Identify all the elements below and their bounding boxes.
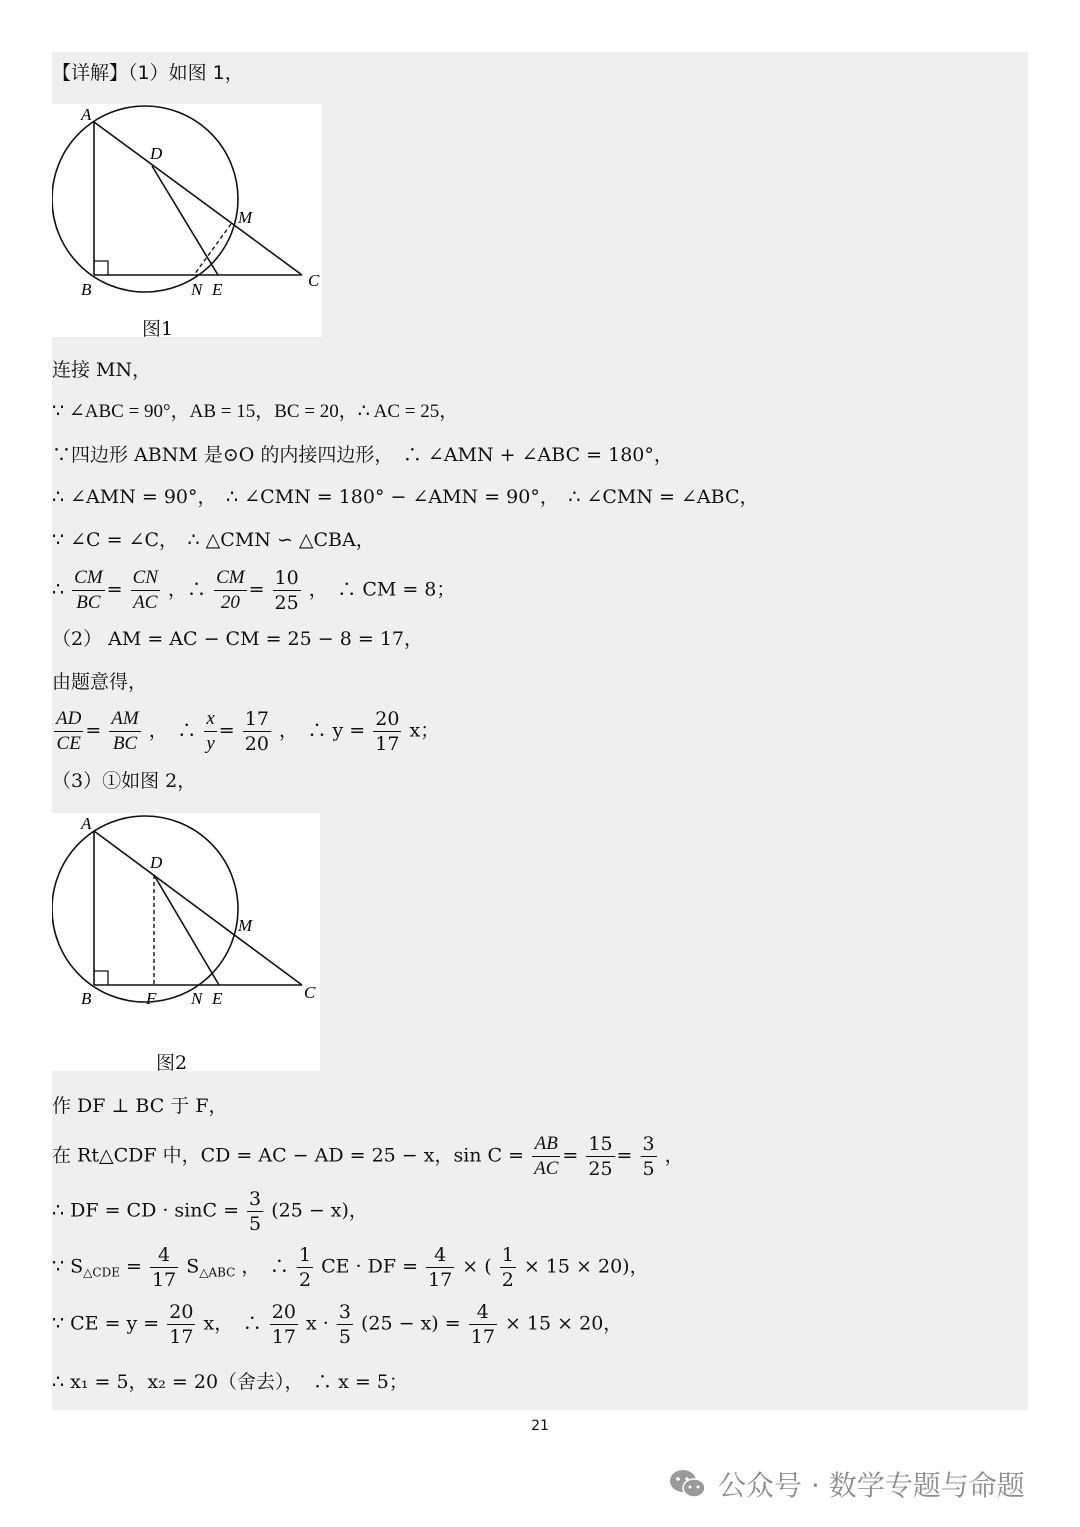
- fraction: $\frac{4}{17}$: [428, 1244, 453, 1291]
- label-e: E: [212, 280, 223, 299]
- right-angle-mark: [94, 971, 108, 985]
- label-c: C: [304, 983, 316, 1002]
- fraction: $\frac{AD}{CE}$: [56, 708, 82, 754]
- fraction: $\frac{CM}{20}$: [216, 567, 245, 613]
- label-n: N: [191, 280, 203, 299]
- segment-de: [154, 875, 219, 985]
- text: ∵ CE = y =: [52, 1312, 160, 1335]
- text: S: [186, 1255, 200, 1278]
- fraction: $\frac{3}{5}$: [249, 1188, 262, 1235]
- fraction: $\frac{CM}{BC}$: [74, 567, 103, 613]
- figure-2: [52, 813, 320, 1074]
- right-angle-mark: [94, 261, 108, 275]
- text: (25 − x)，: [271, 1199, 368, 1222]
- line-similar-triangles: ∵ ∠C = ∠C， ∴ △CMN ∽ △CBA，: [52, 529, 375, 551]
- fraction: $\frac{17}{20}$: [244, 708, 269, 755]
- text: x；: [409, 719, 440, 742]
- line-part-2: （2） AM = AC − CM = 25 − 8 = 17，: [52, 628, 423, 650]
- fraction: $\frac{AB}{AC}$: [534, 1133, 559, 1179]
- line-given-angles: ∵ ∠ABC = 90°，AB = 15，BC = 20，∴ AC = 25，: [52, 401, 459, 422]
- circle-o: [52, 816, 238, 1002]
- text: ∵ S: [52, 1255, 84, 1278]
- label-m: M: [238, 208, 253, 227]
- text: (25 − x) =: [361, 1312, 461, 1335]
- label-f: F: [146, 989, 157, 1008]
- text: ∴ DF = CD · sinC =: [52, 1199, 239, 1222]
- figure-2-diagram: [52, 813, 320, 1071]
- subscript: △ABC: [199, 1265, 236, 1280]
- text: CE · DF =: [321, 1255, 419, 1278]
- text: ， ∴: [241, 1255, 289, 1278]
- fraction: $\frac{AM}{BC}$: [111, 708, 139, 754]
- line-df-value: [52, 1187, 368, 1236]
- label-d: D: [150, 144, 163, 163]
- label-m: M: [238, 916, 253, 935]
- figure-1-caption: 图1: [142, 318, 174, 340]
- text: ， ∴ y =: [278, 719, 366, 742]
- wechat-icon: [668, 1467, 708, 1501]
- figure-1: [52, 104, 322, 340]
- label-b: B: [81, 989, 92, 1008]
- fraction: $\frac{3}{5}$: [338, 1301, 351, 1348]
- line-ratio-xy: $\frac{AD}{CE}$ = $\frac{AM}{BC}$ ， ∴ $\frac{x}{y}$ = $\frac{17}{20}$ ， ∴ y = $\frac{20}{17}$ x；: [56, 708, 440, 755]
- label-a: A: [81, 105, 92, 124]
- fraction: $\frac{1}{2}$: [298, 1244, 312, 1291]
- segment-de: [152, 166, 218, 275]
- fraction: $\frac{20}{17}$: [271, 1301, 296, 1348]
- figure-2-caption: 图2: [156, 1052, 188, 1074]
- text: ， ∴ CM = 8；: [308, 578, 456, 601]
- line-solution-x: ∴ x₁ = 5，x₂ = 20（舍去）， ∴ x = 5；: [52, 1371, 408, 1393]
- fraction: $\frac{4}{17}$: [470, 1301, 495, 1348]
- text: ， ∴: [148, 719, 197, 742]
- text: x， ∴: [203, 1312, 262, 1335]
- fraction: $\frac{20}{17}$: [375, 708, 400, 755]
- text: ∴: [52, 578, 65, 601]
- line-ratio-cm: ∴ $\frac{CM}{BC}$ = $\frac{CN}{AC}$ ，∴ $\frac{CM}{20}$ = $\frac{10}{25}$ ， ∴ CM = 8；: [52, 567, 456, 614]
- line-angle-amn: ∴ ∠AMN = 90°， ∴ ∠CMN = 180° − ∠AMN = 90°， ∴ ∠CMN = ∠ABC，: [52, 486, 759, 508]
- label-d: D: [150, 853, 163, 872]
- solution-heading: 【详解】（1）如图 1，: [52, 62, 244, 84]
- line-cyclic-quad: ∵四边形 ABNM 是⊙O 的内接四边形， ∴ ∠AMN + ∠ABC = 180°，: [52, 444, 673, 466]
- label-n: N: [191, 989, 203, 1008]
- label-c: C: [308, 271, 320, 290]
- figure-1-diagram: [52, 104, 322, 337]
- fraction: $\frac{3}{5}$: [642, 1133, 655, 1180]
- text: × 15 × 20)，: [523, 1255, 649, 1278]
- line-part-3: （3）①如图 2，: [52, 770, 197, 792]
- fraction: $\frac{10}{25}$: [274, 567, 299, 614]
- line-area-relation: [52, 1243, 649, 1292]
- fraction: $\frac{15}{25}$: [588, 1133, 613, 1180]
- fraction: $\frac{CN}{AC}$: [132, 567, 158, 613]
- fraction: $\frac{20}{17}$: [169, 1301, 194, 1348]
- segment-ac: [94, 831, 302, 985]
- fraction: $\frac{1}{2}$: [501, 1244, 514, 1291]
- text: × (: [462, 1255, 492, 1278]
- fraction: $\frac{4}{17}$: [151, 1244, 177, 1291]
- label-a: A: [81, 814, 92, 833]
- text: =: [126, 1255, 142, 1278]
- label-e: E: [212, 989, 223, 1008]
- watermark-text: 公众号 · 数学专题与命题: [718, 1469, 1025, 1502]
- line-sin-c: 在 Rt△CDF 中，CD = AC − AD = 25 − x，sin C = $\frac{AB}{AC}$ = $\frac{15}{25}$ = $\frac{3}{5}$ ，: [52, 1133, 684, 1180]
- line-draw-df: 作 DF ⊥ BC 于 F，: [52, 1095, 228, 1117]
- text: × 15 × 20，: [504, 1312, 623, 1335]
- subscript: △CDE: [83, 1265, 120, 1280]
- line-equation: [52, 1300, 622, 1349]
- line-connect-mn: 连接 MN，: [52, 359, 152, 381]
- fraction: $\frac{x}{y}$: [206, 708, 215, 754]
- text: ，: [664, 1144, 684, 1167]
- text: ，∴: [168, 578, 207, 601]
- label-b: B: [81, 280, 92, 299]
- circle-o: [52, 106, 238, 292]
- page-number: 21: [531, 1418, 549, 1434]
- text: 在 Rt△CDF 中，CD = AC − AD = 25 − x，sin C =: [52, 1144, 525, 1167]
- line-by-problem: 由题意得，: [52, 671, 148, 693]
- text: x ·: [306, 1312, 329, 1335]
- watermark: [668, 1462, 1025, 1506]
- segment-ac: [94, 122, 302, 275]
